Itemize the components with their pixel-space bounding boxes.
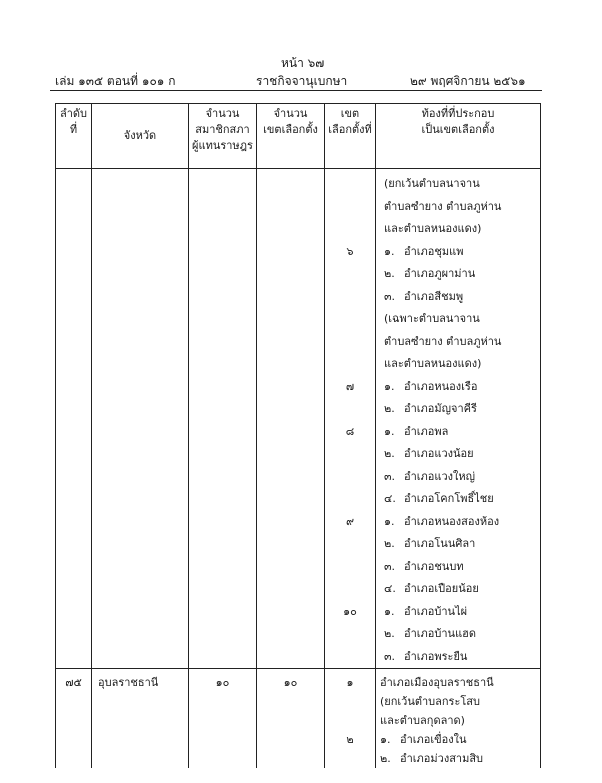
item-number: ๓. [384,469,396,483]
header-order: ลำดับ ที่ [56,104,92,169]
item-number: ๑. [380,733,391,746]
zone-number [325,711,375,730]
district-name: อำเภอบ้านไผ่ [404,604,468,618]
order-number: ๗๕ [65,676,82,689]
district-name: และตำบลหนองแดง) [384,357,482,370]
district-name: อำเภอเมืองอุบลราชธานี [380,676,494,689]
district-name: อำเภอหนองสองห้อง [404,514,500,528]
item-number: ๑. [384,514,395,528]
zone-number [325,578,375,601]
district-name: อำเภอพล [404,424,449,438]
gazette-title: ราชกิจจานุเบกษา [256,74,348,88]
zone-cell [325,669,376,769]
item-number: ๒. [384,267,395,280]
zone-number: ๖ [346,244,354,258]
list-item [384,646,540,669]
area-cell [376,169,541,669]
item-number: ๒. [384,447,395,460]
members-cell [189,669,257,769]
district-name: ตำบลซำยาง ตำบลภูห่าน [384,199,502,213]
province-cell [92,169,189,669]
province-cell [92,669,189,769]
list-item [380,673,540,692]
list-item [384,353,540,376]
zone-number [325,263,375,286]
list-item [384,466,540,489]
volume-issue: เล่ม ๑๓๕ ตอนที่ ๑๐๑ ก [55,74,176,88]
district-name: อำเภอม่วงสามสิบ [400,752,484,765]
list-item [380,711,540,730]
district-name: อำเภอชุมแพ [404,244,464,258]
list-item [384,218,540,241]
district-name: และตำบลหนองแดง) [384,222,482,235]
zone-number [325,466,375,489]
zone-number [325,218,375,241]
item-number: ๔. [384,492,396,505]
list-item [384,196,540,219]
district-name: อำเภอเขื่องใน [400,733,467,746]
publication-date: ๒๙ พฤศจิกายน ๒๕๖๑ [410,74,526,88]
item-number: ๓. [384,649,396,663]
list-item [384,173,540,196]
table-row [56,669,541,769]
district-name: อำเภอสีชมพู [404,289,464,303]
area-cell [376,669,541,769]
list-item [384,376,540,399]
district-name: อำเภอโนนศิลา [404,537,476,550]
header-districts: จำนวน เขตเลือกตั้ง [257,104,325,169]
district-name: และตำบลกุดลาด) [380,714,465,727]
item-number: ๑. [384,604,395,618]
district-name: อำเภอภูผาม่าน [404,267,476,280]
district-name: อำเภอบ้านแฮด [404,627,477,640]
header-members: จำนวน สมาชิกสภา ผู้แทนราษฎร [189,104,257,169]
zone-number: ๒ [346,733,354,746]
zone-number [325,749,375,768]
zone-number [325,398,375,421]
district-name: (ยกเว้นตำบลนาจาน [384,177,480,190]
district-name: (เฉพาะตำบลนาจาน [384,312,480,325]
zone-number: ๑๐ [343,604,357,618]
item-number: ๓. [384,559,396,573]
district-name: (ยกเว้นตำบลกระโสบ [380,695,480,708]
header-rule [50,90,542,91]
district-name: อำเภอแวงน้อย [404,447,474,460]
list-item [384,443,540,466]
item-number: ๑. [384,379,395,393]
zone-number [325,331,375,354]
item-number: ๒. [380,752,391,765]
order-cell [56,669,92,769]
district-name: อำเภอชนบท [404,559,464,573]
members-count: ๑๐ [215,676,230,689]
list-item [384,286,540,309]
districts-cell [257,169,325,669]
item-number: ๑. [384,244,395,258]
order-cell [56,169,92,669]
district-name: อำเภอหนองเรือ [404,379,478,393]
district-name: อำเภอพระยืน [404,649,468,663]
table-header-row [56,104,541,169]
districts-count: ๑๐ [283,676,298,689]
list-item [384,556,540,579]
district-name: อำเภอมัญจาคีรี [404,402,477,415]
table-row [56,169,541,669]
list-item [384,331,540,354]
constituency-table [55,103,541,768]
list-item [384,601,540,624]
district-name: อำเภอเปือยน้อย [404,582,479,595]
zone-number: ๑ [346,676,354,689]
item-number: ๒. [384,537,395,550]
members-cell [189,169,257,669]
zone-number [325,196,375,219]
list-item [384,488,540,511]
page-number: หน้า ๖๗ [281,56,325,70]
zone-number: ๗ [345,379,355,393]
list-item [380,692,540,711]
province-name: อุบลราชธานี [98,676,159,689]
list-item [380,730,540,749]
zone-cell [325,169,376,669]
zone-number [325,488,375,511]
list-item [384,241,540,264]
zone-number [325,308,375,331]
zone-number: ๙ [345,514,355,528]
list-item [384,578,540,601]
zone-number [325,286,375,309]
zone-number [325,443,375,466]
list-item [384,263,540,286]
zone-number [325,646,375,669]
list-item [384,623,540,646]
list-item [384,511,540,534]
list-item [384,533,540,556]
header-zone: เขต เลือกตั้งที่ [325,104,376,169]
item-number: ๑. [384,424,395,438]
zone-number [325,533,375,556]
list-item [384,308,540,331]
zone-number [325,623,375,646]
district-name: ตำบลซำยาง ตำบลภูห่าน [384,334,502,348]
zone-number [325,173,375,196]
item-number: ๒. [384,627,395,640]
zone-number [325,692,375,711]
list-item [384,421,540,444]
zone-number [325,353,375,376]
list-item [380,749,540,768]
item-number: ๒. [384,402,395,415]
district-name: อำเภอโคกโพธิ์ไชย [404,492,494,505]
list-item [384,398,540,421]
zone-number: ๘ [345,424,355,438]
zone-number [325,556,375,579]
districts-cell [257,669,325,769]
item-number: ๓. [384,289,396,303]
district-name: อำเภอแวงใหญ่ [404,469,476,483]
header-province: จังหวัด [92,104,189,169]
header-area: ท้องที่ที่ประกอบ เป็นเขตเลือกตั้ง [376,104,541,169]
item-number: ๔. [384,582,396,595]
